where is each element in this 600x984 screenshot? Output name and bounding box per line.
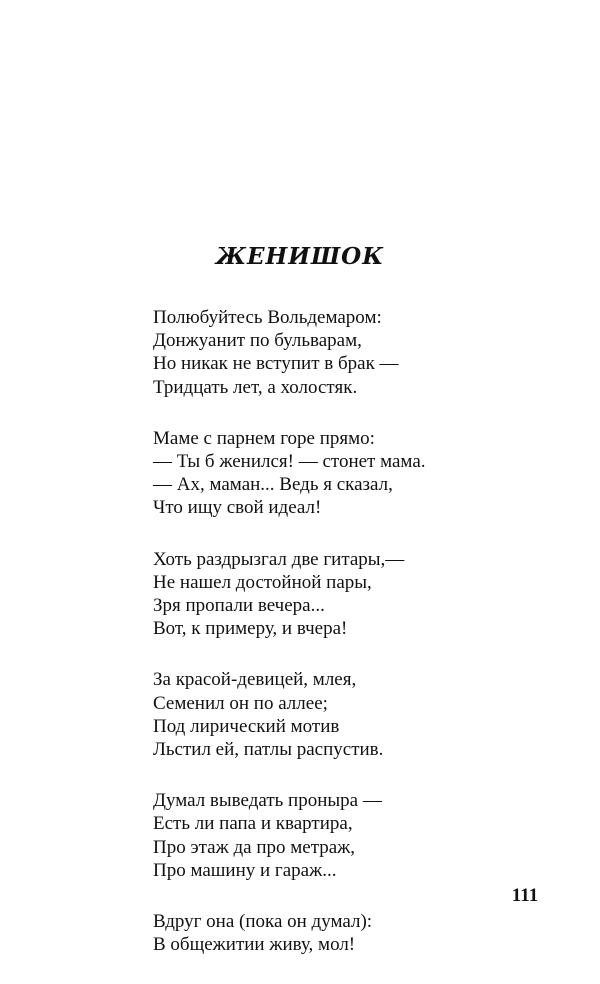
poem-line: Что ищу свой идеал! [153,497,322,519]
poem-line: Донжуанит по бульварам, [153,330,362,352]
poem-line: — Ах, маман... Ведь я сказал, [153,474,393,496]
poem-line: — Ты б женился! — стонет мама. [153,451,426,473]
poem-line: Вот, к примеру, и вчера! [153,618,348,640]
poem-line: За красой-девицей, млея, [153,669,357,691]
stanza [153,910,573,956]
poem-line: Зря пропали вечера... [153,595,325,617]
stanza [153,548,573,641]
poem-body [153,306,573,984]
stanza [153,427,573,520]
poem-line: Про этаж да про метраж, [153,836,356,858]
poem-line: Под лирический мотив [153,715,340,737]
poem-line: Тридцать лет, а холостяк. [153,376,358,398]
poem-line: Семенил он по аллее; [153,692,328,714]
stanza [153,668,573,761]
poem-line: Думал выведать проныра — [153,790,382,812]
poem-line: Полюбуйтесь Вольдемаром: [153,307,382,328]
stanza [153,306,573,399]
stanza [153,789,573,882]
poem-line: Льстил ей, патлы распустив. [153,739,384,761]
poem-line: Есть ли папа и квартира, [153,813,353,835]
poem-line: Не нашел достойной пары, [153,571,372,593]
page-number: 111 [511,885,539,906]
poem-line: Хоть раздрызгал две гитары,— [153,548,405,570]
poem-line: Но никак не вступит в брак — [153,353,399,375]
poem-line: Про машину и гараж... [153,859,337,881]
poem-title: ЖЕНИШОК [215,243,385,270]
poem-line: Вдруг она (пока он думал): [153,911,373,933]
poem-line: В общежитии живу, мол! [153,934,356,956]
poem-line: Маме с парнем горе прямо: [153,427,375,449]
